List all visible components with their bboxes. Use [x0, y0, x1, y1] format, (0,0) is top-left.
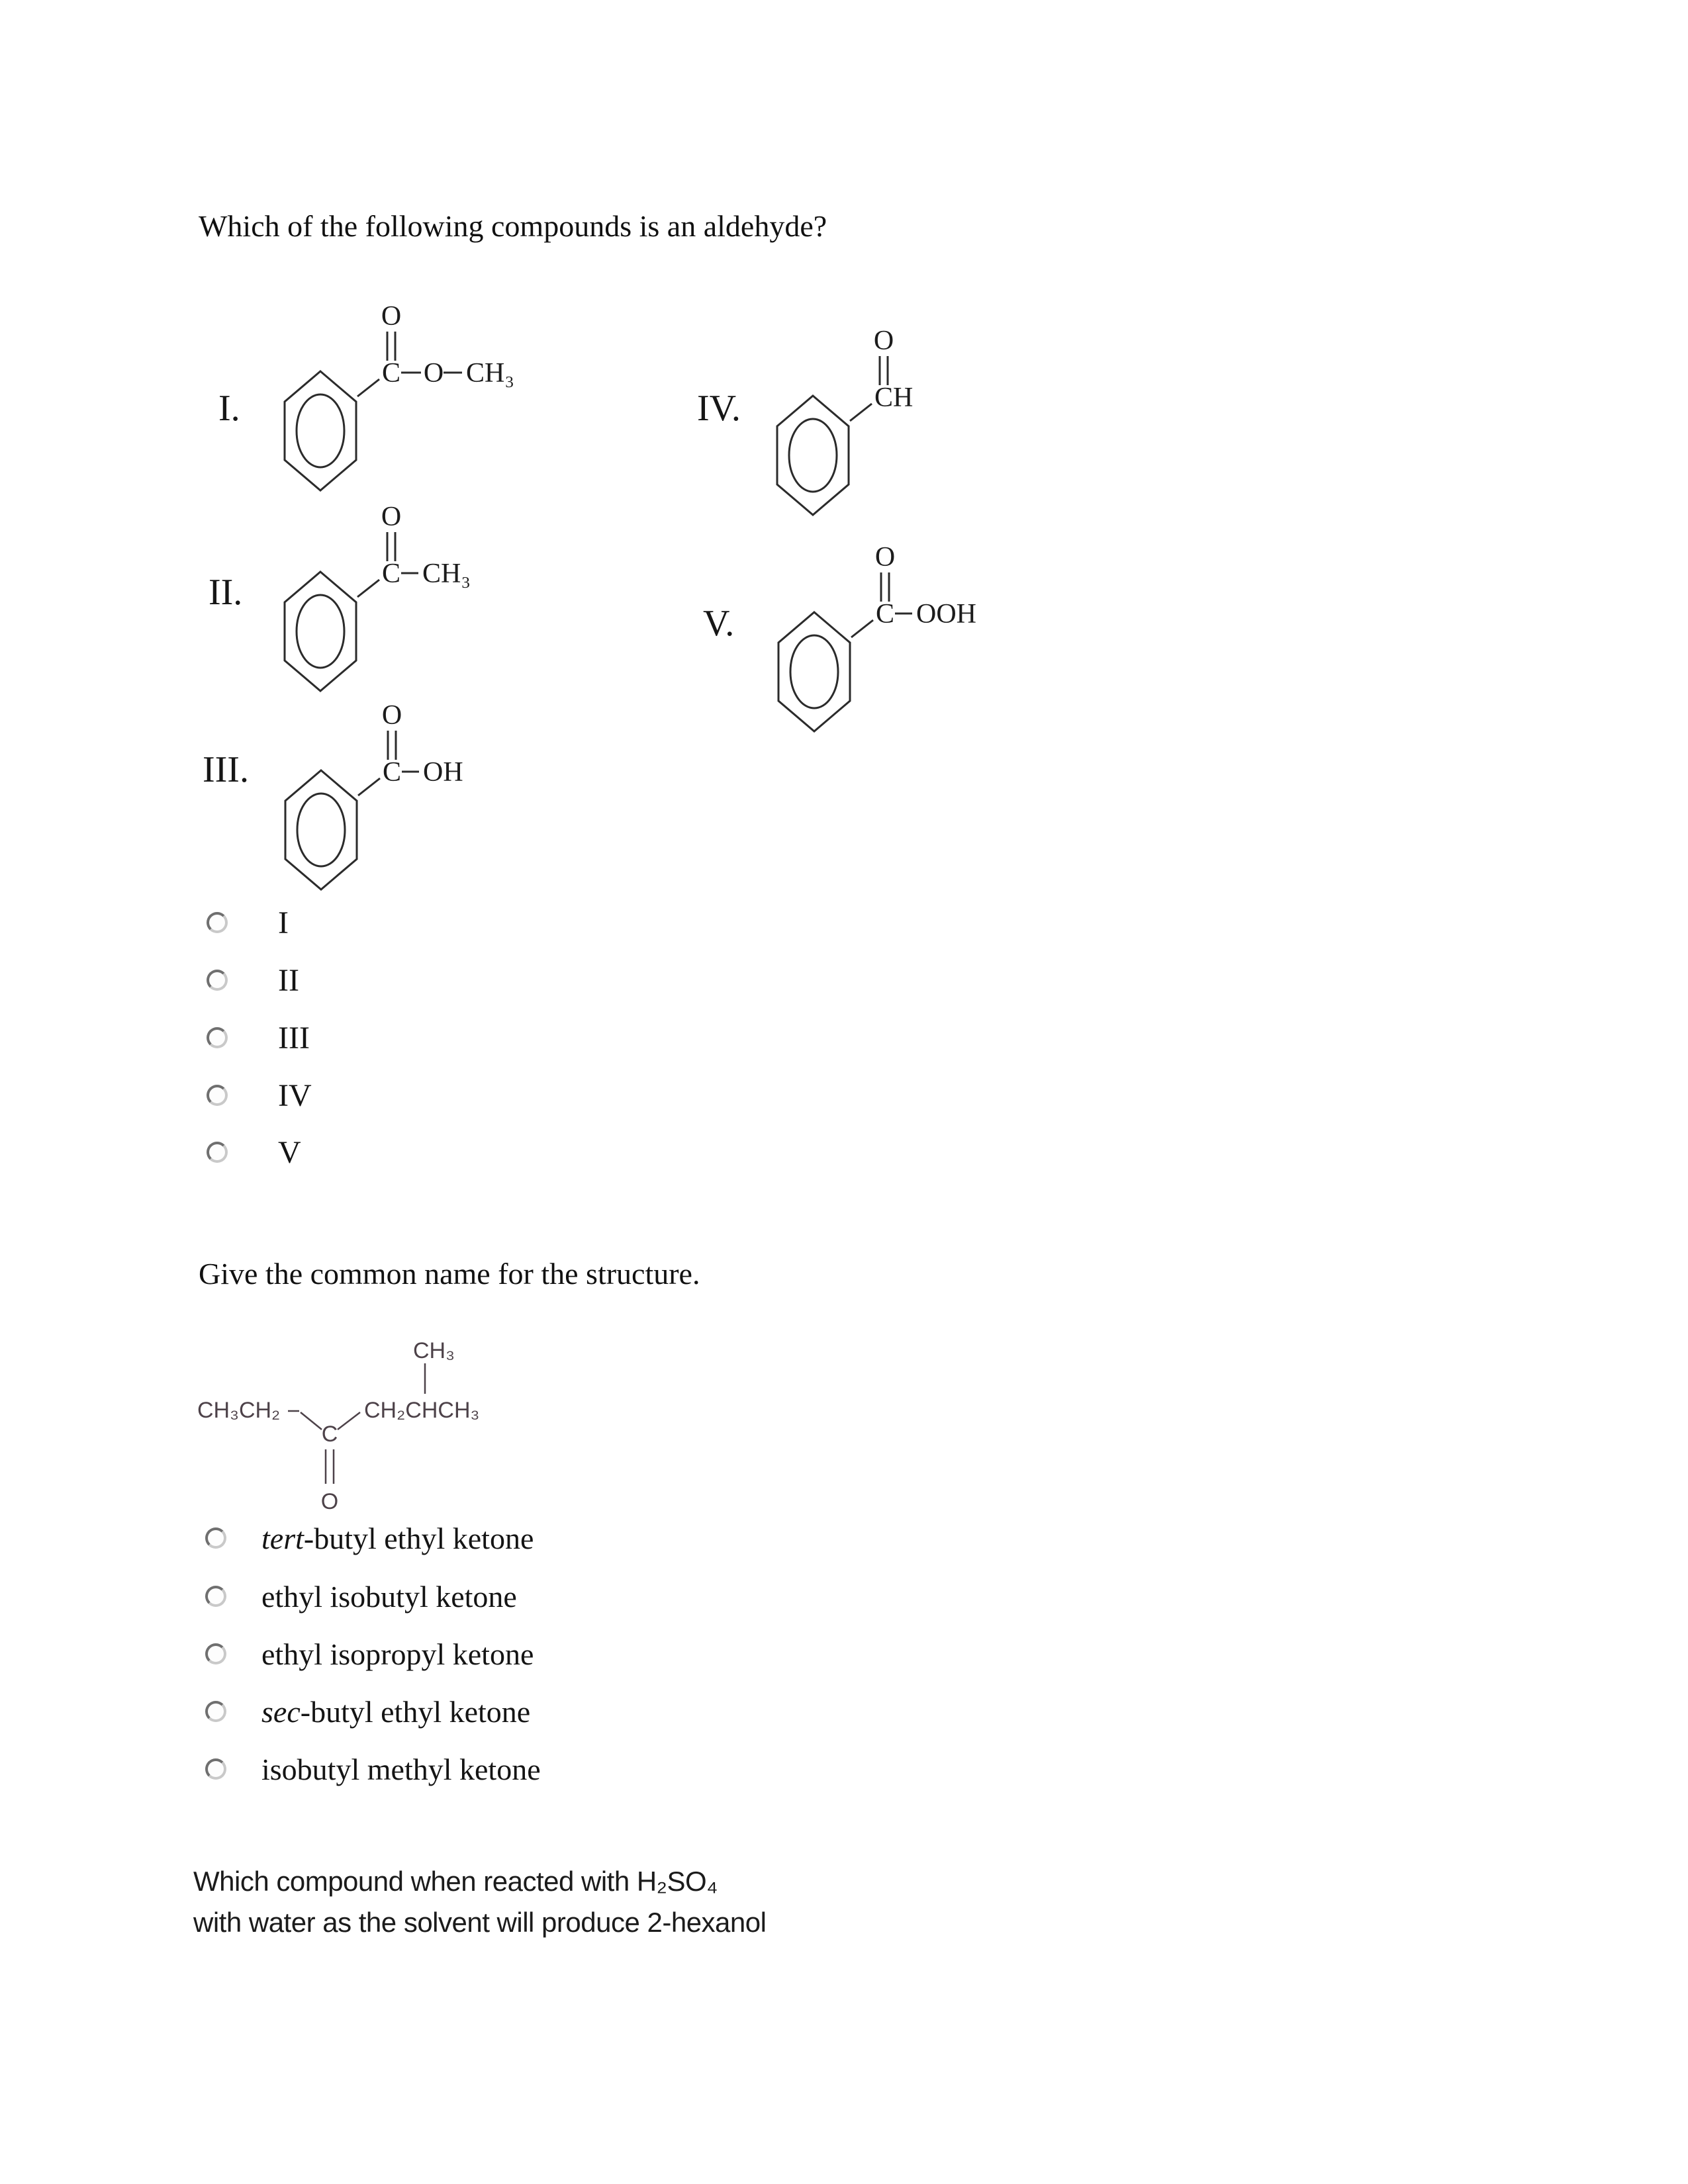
radio-button-III[interactable]: [207, 1027, 228, 1048]
radio-button-I[interactable]: [207, 912, 228, 933]
structure-I-diagram: [248, 298, 539, 517]
benzene-inner-circle: [297, 394, 344, 467]
peroxy-ooh-group: OOH: [916, 599, 976, 629]
carbonyl-carbon-atom: C: [381, 559, 401, 589]
methyl-branch-label: CH₃: [413, 1338, 455, 1363]
radio-button-ethyl-isopropyl-ketone[interactable]: [205, 1643, 226, 1664]
carbonyl-carbon-atom: C: [381, 358, 401, 388]
carbonyl-carbon-atom: C: [382, 757, 402, 788]
methyl-group: CH₃: [422, 559, 471, 589]
ethyl-chain-label: CH₃CH₂: [197, 1398, 281, 1423]
aldehyde-ch-group: CH: [874, 383, 914, 413]
option-text: isobutyl methyl ketone: [261, 1752, 541, 1786]
q2-option-row-1: [205, 1522, 534, 1554]
carbonyl-carbon-atom: C: [875, 599, 895, 629]
ketone-structure-diagram: [185, 1317, 530, 1516]
structure-II-label: II.: [209, 572, 243, 613]
q2-option-row-2: [205, 1580, 517, 1612]
q2-option-label-1: [261, 1521, 534, 1556]
q1-option-label-II: II: [278, 962, 299, 998]
benzene-hexagon: [778, 612, 850, 731]
q1-option-row-III: [207, 1022, 310, 1054]
q2-option-row-3: [205, 1638, 534, 1670]
q2-option-row-5: [205, 1753, 541, 1785]
carbonyl-oxygen-atom: O: [381, 502, 402, 532]
option-text: ethyl isopropyl ketone: [261, 1637, 534, 1671]
q2-option-label-5: [261, 1752, 541, 1787]
radio-button-sec-butyl-ethyl-ketone[interactable]: [205, 1701, 226, 1722]
question3-text: [193, 1861, 766, 1943]
q1-option-label-V: V: [278, 1134, 301, 1170]
carbonyl-oxygen-atom: O: [381, 700, 402, 731]
q1-option-label-III: III: [278, 1020, 310, 1056]
structure-IV-diagram: [740, 323, 1031, 541]
q1-option-row-II: [207, 964, 299, 996]
benzene-inner-circle: [297, 595, 344, 668]
option-text: ethyl isobutyl ketone: [261, 1579, 517, 1614]
radio-button-V[interactable]: [207, 1142, 228, 1163]
carbonyl-carbon-atom: C: [321, 1422, 338, 1447]
methyl-group: CH₃: [466, 358, 514, 388]
structure-V-label: V.: [703, 603, 735, 644]
option-italic-prefix: sec: [261, 1694, 301, 1729]
radio-button-tert-butyl-ethyl-ketone[interactable]: [205, 1527, 226, 1549]
structure-IV-label: IV.: [697, 388, 741, 429]
structure-II-diagram: [248, 499, 539, 717]
q2-option-label-3: [261, 1637, 534, 1672]
q1-option-label-I: I: [278, 905, 289, 940]
question1-title: Which of the following compounds is an aldehyde?: [199, 209, 827, 243]
question3-line2: with water as the solvent will produce 2-hexanol: [193, 1907, 767, 1938]
structure-III-label: III.: [203, 749, 249, 790]
radio-button-ethyl-isobutyl-ketone[interactable]: [205, 1586, 226, 1607]
q1-option-row-IV: [207, 1079, 312, 1111]
bonds: [357, 332, 462, 396]
hydroxyl-group: OH: [423, 757, 463, 788]
isobutyl-chain-label: CH₂CHCH₃: [364, 1398, 480, 1423]
radio-button-isobutyl-methyl-ketone[interactable]: [205, 1758, 226, 1780]
structure-V-diagram: [741, 539, 1033, 758]
q1-option-row-I: [207, 907, 289, 938]
question2-title: Give the common name for the structure.: [199, 1257, 700, 1291]
q1-option-label-IV: IV: [278, 1077, 312, 1113]
ester-oxygen-atom: O: [423, 358, 444, 388]
q2-option-label-4: [261, 1694, 530, 1729]
benzene-inner-circle: [789, 419, 837, 492]
option-text: -butyl ethyl ketone: [300, 1694, 531, 1729]
q1-option-row-V: [207, 1136, 301, 1168]
benzene-inner-circle: [297, 794, 345, 866]
bonds: [288, 1363, 425, 1484]
carbonyl-oxygen-atom: O: [873, 326, 894, 356]
benzene-hexagon: [285, 770, 357, 889]
benzene-inner-circle: [790, 635, 838, 708]
carbonyl-oxygen-atom: O: [381, 301, 402, 332]
q2-option-label-2: [261, 1579, 517, 1614]
carbonyl-oxygen-atom: O: [874, 542, 896, 572]
q2-option-row-4: [205, 1696, 530, 1727]
option-text: -butyl ethyl ketone: [303, 1521, 534, 1555]
option-italic-prefix: tert: [261, 1521, 304, 1555]
benzene-hexagon: [285, 572, 356, 691]
structure-I-label: I.: [218, 388, 240, 429]
radio-button-IV[interactable]: [207, 1085, 228, 1106]
benzene-hexagon: [285, 371, 356, 490]
question3-line1: Which compound when reacted with H₂SO₄: [193, 1866, 718, 1897]
benzene-hexagon: [777, 396, 849, 515]
radio-button-II[interactable]: [207, 970, 228, 991]
structure-III-diagram: [248, 698, 539, 916]
carbonyl-oxygen-atom: O: [320, 1489, 339, 1514]
